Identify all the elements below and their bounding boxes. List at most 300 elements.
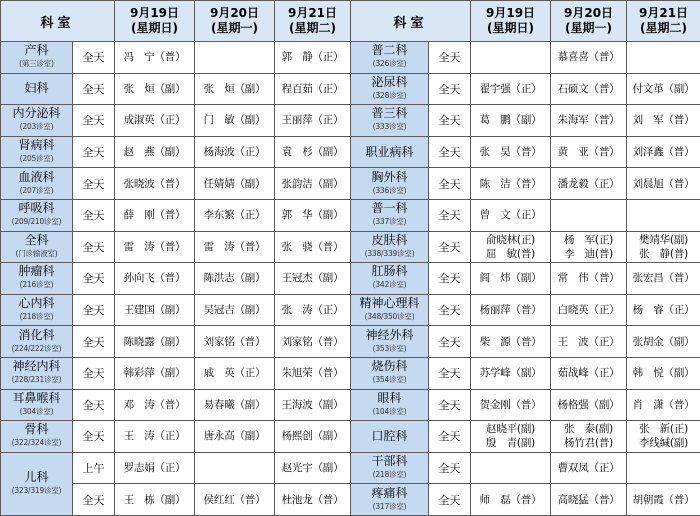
doctor-cell bbox=[551, 452, 627, 484]
doctor-name: 雷 涛（普） bbox=[115, 240, 194, 254]
dept-cell bbox=[1, 294, 73, 326]
doctor-cell bbox=[115, 357, 195, 389]
doctor-cell bbox=[275, 231, 351, 263]
doctor-cell bbox=[275, 73, 351, 105]
period-cell: 全天 bbox=[429, 484, 471, 516]
doctor-cell bbox=[471, 357, 551, 389]
dept-cell bbox=[1, 199, 73, 231]
doctor-cell bbox=[275, 389, 351, 421]
doctor-cell bbox=[551, 105, 627, 137]
dept-name: 产科 bbox=[1, 44, 72, 57]
dept-cell bbox=[1, 231, 73, 263]
dept-room: (224/222诊室) bbox=[1, 342, 72, 355]
date-header-day3-left: 9月21日 (星期二) bbox=[275, 1, 351, 42]
period-cell: 全天 bbox=[429, 452, 471, 484]
doctor-cell bbox=[115, 263, 195, 295]
doctor-cell bbox=[551, 421, 627, 453]
schedule-row bbox=[1, 484, 700, 516]
dept-name: 心内科 bbox=[1, 297, 72, 310]
doctor-cell bbox=[627, 168, 700, 200]
doctor-cell bbox=[627, 136, 700, 168]
schedule-row bbox=[1, 199, 700, 231]
dept-room: (353诊室) bbox=[351, 342, 428, 355]
doctor-cell bbox=[551, 136, 627, 168]
dept-name: 内分泌科 bbox=[1, 107, 72, 120]
schedule-row bbox=[1, 231, 700, 263]
period-cell: 全天 bbox=[73, 294, 115, 326]
doctor-cell bbox=[551, 263, 627, 295]
doctor-name: 张韵洁（副） bbox=[275, 177, 350, 191]
doctor-name: 屈 敏(普) bbox=[471, 247, 550, 261]
doctor-cell bbox=[195, 73, 275, 105]
dept-name: 骨科 bbox=[1, 423, 72, 436]
doctor-name: 戚 英（正） bbox=[195, 366, 274, 380]
dept-header-left: 科室 bbox=[1, 1, 115, 42]
dept-room: (328诊室) bbox=[351, 89, 428, 102]
date-header-day1-right: 9月19日 (星期日) bbox=[471, 1, 551, 42]
dept-name: 神经外科 bbox=[351, 329, 428, 342]
dept-room: (337诊室) bbox=[351, 215, 428, 228]
doctor-cell bbox=[275, 199, 351, 231]
period-cell: 全天 bbox=[73, 357, 115, 389]
period-cell: 全天 bbox=[73, 168, 115, 200]
dept-name: 职业病科 bbox=[351, 146, 428, 159]
period-cell: 全天 bbox=[429, 357, 471, 389]
dept-room: (207诊室) bbox=[1, 184, 72, 197]
doctor-cell bbox=[551, 294, 627, 326]
dept-name: 皮肤科 bbox=[351, 234, 428, 247]
dept-header-right: 科室 bbox=[351, 1, 471, 42]
dept-name: 全科 bbox=[1, 234, 72, 247]
doctor-cell bbox=[275, 263, 351, 295]
dept-name: 烧伤科 bbox=[351, 360, 428, 373]
doctor-name: 袁 杉（副） bbox=[275, 145, 350, 159]
doctor-cell bbox=[115, 231, 195, 263]
doctor-cell bbox=[195, 452, 275, 484]
doctor-cell bbox=[275, 484, 351, 516]
doctor-name: 茹战峰（正） bbox=[551, 366, 626, 380]
doctor-cell bbox=[471, 484, 551, 516]
date-header-day2-right: 9月20日 (星期一) bbox=[551, 1, 627, 42]
dept-room: (228/231诊室) bbox=[1, 373, 72, 386]
doctor-cell bbox=[115, 136, 195, 168]
doctor-cell bbox=[627, 263, 700, 295]
doctor-name: 樊靖华(副) bbox=[627, 233, 700, 247]
doctor-name: 朱旭荣（普） bbox=[275, 366, 350, 380]
doctor-name: 杨 睿（正） bbox=[627, 303, 700, 317]
dept-cell bbox=[351, 294, 429, 326]
doctor-name: 郭 静（正） bbox=[275, 50, 350, 64]
schedule-row bbox=[1, 294, 700, 326]
doctor-name: 肖 潇（普） bbox=[627, 398, 700, 412]
doctor-name: 张 泰(副) bbox=[551, 422, 626, 436]
period-cell: 全天 bbox=[73, 136, 115, 168]
schedule-row bbox=[1, 42, 700, 74]
period-cell: 全天 bbox=[73, 421, 115, 453]
doctor-name: 罗志娟（正） bbox=[115, 461, 194, 475]
period-cell: 全天 bbox=[73, 42, 115, 74]
doctor-name: 刘家铭（普） bbox=[195, 335, 274, 349]
doctor-cell bbox=[551, 231, 627, 263]
doctor-name: 俞晓林(正) bbox=[471, 233, 550, 247]
doctor-name: 张 静(普) bbox=[627, 247, 700, 261]
dept-cell bbox=[351, 484, 429, 516]
period-cell: 全天 bbox=[73, 105, 115, 137]
dept-cell bbox=[1, 263, 73, 295]
dept-cell bbox=[351, 42, 429, 74]
doctor-cell bbox=[627, 389, 700, 421]
dept-name: 精神心理科 bbox=[351, 297, 428, 310]
doctor-name: 贺金刚（普） bbox=[471, 398, 550, 412]
doctor-name: 孙向飞（普） bbox=[115, 271, 194, 285]
doctor-name: 王丽萍（正） bbox=[275, 113, 350, 127]
doctor-name: 赵光宇（副） bbox=[275, 461, 350, 475]
dept-room: (218诊室) bbox=[351, 468, 428, 481]
doctor-name: 杨 军(正) bbox=[551, 233, 626, 247]
doctor-cell bbox=[195, 105, 275, 137]
doctor-name: 陈 洁（普） bbox=[471, 177, 550, 191]
doctor-name: 韩彩萍（副） bbox=[115, 366, 194, 380]
dept-name: 普三科 bbox=[351, 107, 428, 120]
doctor-cell bbox=[115, 484, 195, 516]
doctor-cell bbox=[275, 294, 351, 326]
doctor-name: 李 迪(普) bbox=[551, 247, 626, 261]
dept-room: (门诊输液室) bbox=[1, 247, 72, 260]
doctor-name: 郭 华（副） bbox=[275, 208, 350, 222]
dept-cell bbox=[1, 421, 73, 453]
doctor-cell bbox=[195, 231, 275, 263]
doctor-cell bbox=[115, 73, 195, 105]
dept-cell bbox=[351, 73, 429, 105]
doctor-name: 邓 涛（普） bbox=[115, 398, 194, 412]
doctor-cell bbox=[195, 484, 275, 516]
doctor-name: 葛 鹏（副） bbox=[471, 113, 550, 127]
period-cell: 全天 bbox=[73, 326, 115, 358]
period-cell: 全天 bbox=[429, 263, 471, 295]
dept-name: 疼痛科 bbox=[351, 487, 428, 500]
doctor-name: 王冠杰（副） bbox=[275, 271, 350, 285]
doctor-cell bbox=[627, 105, 700, 137]
period-cell: 全天 bbox=[73, 484, 115, 516]
doctor-cell bbox=[627, 42, 700, 74]
date-header-day1-left: 9月19日 (星期日) bbox=[115, 1, 195, 42]
doctor-name: 杨竹君(普) bbox=[551, 436, 626, 450]
doctor-name: 王建国（副） bbox=[115, 303, 194, 317]
dept-room: (342诊室) bbox=[351, 278, 428, 291]
doctor-cell bbox=[195, 389, 275, 421]
doctor-name: 白晓英（正） bbox=[551, 303, 626, 317]
doctor-name: 王海波（副） bbox=[275, 398, 350, 412]
dept-room: (216诊室) bbox=[1, 278, 72, 291]
dept-name: 血液科 bbox=[1, 171, 72, 184]
schedule-row bbox=[1, 105, 700, 137]
dept-name: 口腔科 bbox=[351, 430, 428, 443]
dept-cell bbox=[1, 73, 73, 105]
doctor-name: 师 磊（普） bbox=[471, 493, 550, 507]
doctor-name: 张宏昌（普） bbox=[627, 271, 700, 285]
period-cell: 全天 bbox=[429, 42, 471, 74]
doctor-cell bbox=[471, 389, 551, 421]
doctor-name: 李线缄(副) bbox=[627, 436, 700, 450]
doctor-cell bbox=[627, 231, 700, 263]
schedule-row bbox=[1, 263, 700, 295]
doctor-name: 王 栋（副） bbox=[115, 493, 194, 507]
dept-name: 肛肠科 bbox=[351, 265, 428, 278]
doctor-cell bbox=[275, 452, 351, 484]
doctor-cell bbox=[627, 326, 700, 358]
schedule-row bbox=[1, 389, 700, 421]
dept-name: 肿瘤科 bbox=[1, 265, 72, 278]
dept-cell bbox=[1, 389, 73, 421]
doctor-name: 张胡金（副） bbox=[627, 335, 700, 349]
doctor-cell bbox=[551, 168, 627, 200]
dept-name: 呼吸科 bbox=[1, 202, 72, 215]
doctor-name: 成淑英（正） bbox=[115, 113, 194, 127]
dept-name: 神经内科 bbox=[1, 360, 72, 373]
doctor-name: 朱海军（普） bbox=[551, 113, 626, 127]
period-cell: 全天 bbox=[73, 231, 115, 263]
doctor-cell bbox=[551, 199, 627, 231]
dept-cell bbox=[351, 231, 429, 263]
doctor-cell bbox=[551, 326, 627, 358]
doctor-cell bbox=[471, 231, 551, 263]
doctor-name: 石硕文（普） bbox=[551, 82, 626, 96]
dept-cell bbox=[351, 105, 429, 137]
doctor-name: 王 波（正） bbox=[551, 335, 626, 349]
doctor-name: 胡朝霞（普） bbox=[627, 493, 700, 507]
doctor-name: 张 昊（普） bbox=[471, 145, 550, 159]
doctor-name: 翟宇强（正） bbox=[471, 82, 550, 96]
period-cell: 全天 bbox=[73, 263, 115, 295]
dept-name: 胸外科 bbox=[351, 171, 428, 184]
doctor-cell bbox=[551, 42, 627, 74]
dept-cell bbox=[1, 168, 73, 200]
dept-room: (354诊室) bbox=[351, 373, 428, 386]
doctor-name: 赵晓平(副) bbox=[471, 422, 550, 436]
period-cell: 上午 bbox=[73, 452, 115, 484]
dept-cell bbox=[351, 168, 429, 200]
doctor-cell bbox=[275, 105, 351, 137]
dept-cell bbox=[351, 263, 429, 295]
doctor-cell bbox=[195, 326, 275, 358]
dept-room: (326诊室) bbox=[351, 57, 428, 70]
doctor-cell bbox=[195, 136, 275, 168]
doctor-cell bbox=[627, 421, 700, 453]
doctor-name: 唐永高（副） bbox=[195, 429, 274, 443]
schedule-row bbox=[1, 168, 700, 200]
doctor-cell bbox=[471, 452, 551, 484]
doctor-name: 阎 炜（副） bbox=[471, 271, 550, 285]
doctor-cell bbox=[627, 452, 700, 484]
doctor-name: 杨海波（正） bbox=[195, 145, 274, 159]
doctor-cell bbox=[115, 199, 195, 231]
schedule-row bbox=[1, 421, 700, 453]
doctor-name: 慕喜喜（普） bbox=[551, 50, 626, 64]
dept-room: (348/350诊室) bbox=[351, 310, 428, 323]
doctor-name: 高晓猛（普） bbox=[551, 493, 626, 507]
dept-room: (104诊室) bbox=[351, 405, 428, 418]
doctor-cell bbox=[551, 73, 627, 105]
doctor-cell bbox=[275, 357, 351, 389]
dept-room: (322/324诊室) bbox=[1, 436, 72, 449]
period-cell: 全天 bbox=[73, 199, 115, 231]
doctor-name: 张 骁（普） bbox=[275, 240, 350, 254]
doctor-name: 韩 悦（副） bbox=[627, 366, 700, 380]
doctor-cell bbox=[471, 421, 551, 453]
doctor-name: 张 烜（副） bbox=[195, 82, 274, 96]
doctor-cell bbox=[471, 294, 551, 326]
dept-cell bbox=[351, 421, 429, 453]
doctor-cell bbox=[627, 199, 700, 231]
doctor-name: 陈晓露（副） bbox=[115, 335, 194, 349]
period-cell: 全天 bbox=[429, 294, 471, 326]
doctor-cell bbox=[195, 263, 275, 295]
dept-cell bbox=[351, 357, 429, 389]
dept-room: (218诊室) bbox=[1, 310, 72, 323]
schedule-row bbox=[1, 136, 700, 168]
doctor-cell bbox=[471, 42, 551, 74]
doctor-cell bbox=[471, 263, 551, 295]
doctor-cell bbox=[115, 421, 195, 453]
doctor-cell bbox=[471, 168, 551, 200]
doctor-name: 潘龙毅（正） bbox=[551, 177, 626, 191]
dept-room: (317诊室) bbox=[351, 500, 428, 513]
dept-room: (333诊室) bbox=[351, 120, 428, 133]
dept-name: 普二科 bbox=[351, 44, 428, 57]
doctor-name: 吴冠吉（副） bbox=[195, 303, 274, 317]
schedule-body bbox=[1, 42, 700, 516]
dept-cell bbox=[1, 357, 73, 389]
dept-name: 泌尿科 bbox=[351, 76, 428, 89]
doctor-cell bbox=[115, 294, 195, 326]
doctor-name: 苏学峰（副） bbox=[471, 366, 550, 380]
doctor-name: 付文革（副） bbox=[627, 82, 700, 96]
doctor-cell bbox=[627, 357, 700, 389]
date-header-day2-left: 9月20日 (星期一) bbox=[195, 1, 275, 42]
doctor-cell bbox=[471, 326, 551, 358]
period-cell: 全天 bbox=[429, 73, 471, 105]
doctor-name: 易春曦（副） bbox=[195, 398, 274, 412]
doctor-cell bbox=[471, 73, 551, 105]
schedule-row bbox=[1, 326, 700, 358]
doctor-name: 赵 燕（副） bbox=[115, 145, 194, 159]
doctor-name: 刘晨旭（普） bbox=[627, 177, 700, 191]
doctor-cell bbox=[275, 168, 351, 200]
period-cell: 全天 bbox=[73, 73, 115, 105]
doctor-cell bbox=[115, 168, 195, 200]
doctor-name: 陈洪志（副） bbox=[195, 271, 274, 285]
doctor-name: 任婧婧（副） bbox=[195, 177, 274, 191]
doctor-cell bbox=[195, 42, 275, 74]
doctor-name: 杜池龙（普） bbox=[275, 493, 350, 507]
dept-name: 耳鼻喉科 bbox=[1, 392, 72, 405]
period-cell: 全天 bbox=[429, 136, 471, 168]
dept-room: (209/210诊室) bbox=[1, 215, 72, 228]
doctor-name: 曹双凤（正） bbox=[551, 461, 626, 475]
doctor-name: 李东繁（正） bbox=[195, 208, 274, 222]
period-cell: 全天 bbox=[429, 389, 471, 421]
doctor-name: 刘家铭（普） bbox=[275, 335, 350, 349]
dept-room: (205诊室) bbox=[1, 152, 72, 165]
period-cell: 全天 bbox=[429, 421, 471, 453]
doctor-cell bbox=[115, 452, 195, 484]
header-row bbox=[1, 1, 700, 42]
doctor-cell bbox=[195, 168, 275, 200]
doctor-name: 殷 青(副) bbox=[471, 436, 550, 450]
doctor-name: 刘 军（普） bbox=[627, 113, 700, 127]
period-cell: 全天 bbox=[429, 199, 471, 231]
doctor-name: 杨格强（副） bbox=[551, 398, 626, 412]
dept-cell bbox=[351, 326, 429, 358]
doctor-cell bbox=[551, 389, 627, 421]
doctor-name: 冯 宁（普） bbox=[115, 50, 194, 64]
doctor-cell bbox=[471, 199, 551, 231]
dept-room: (203诊室) bbox=[1, 120, 72, 133]
schedule-row bbox=[1, 357, 700, 389]
dept-cell bbox=[1, 326, 73, 358]
dept-room: (第三诊室) bbox=[1, 57, 72, 70]
doctor-name: 王 涛（正） bbox=[115, 429, 194, 443]
dept-name: 儿科 bbox=[1, 471, 72, 484]
doctor-name: 刘泽鑫（普） bbox=[627, 145, 700, 159]
date-header-day3-right: 9月21日 (星期二) bbox=[627, 1, 700, 42]
doctor-cell bbox=[275, 421, 351, 453]
doctor-cell bbox=[275, 136, 351, 168]
doctor-cell bbox=[195, 357, 275, 389]
dept-cell bbox=[351, 452, 429, 484]
doctor-name: 张 新(正) bbox=[627, 422, 700, 436]
dept-name: 普一科 bbox=[351, 202, 428, 215]
dept-room: (336诊室) bbox=[351, 184, 428, 197]
doctor-name: 黄 亚（普） bbox=[551, 145, 626, 159]
dept-name: 妇科 bbox=[1, 82, 72, 95]
doctor-cell bbox=[195, 294, 275, 326]
dept-cell bbox=[1, 105, 73, 137]
dept-cell bbox=[351, 136, 429, 168]
dept-name: 眼科 bbox=[351, 392, 428, 405]
doctor-name: 张 烜（副） bbox=[115, 82, 194, 96]
dept-room: (304诊室) bbox=[1, 405, 72, 418]
doctor-cell bbox=[627, 294, 700, 326]
dept-name: 干部科 bbox=[351, 455, 428, 468]
schedule-row bbox=[1, 452, 700, 484]
doctor-name: 张晓波（普） bbox=[115, 177, 194, 191]
dept-room: (323/319诊室) bbox=[1, 484, 72, 497]
doctor-cell bbox=[275, 326, 351, 358]
dept-room: (338/339诊室) bbox=[351, 247, 428, 260]
doctor-name: 侯红红（普） bbox=[195, 493, 274, 507]
doctor-cell bbox=[627, 73, 700, 105]
doctor-name: 门 敏（副） bbox=[195, 113, 274, 127]
doctor-name: 杨丽萍（普） bbox=[471, 303, 550, 317]
doctor-name: 柴 源（普） bbox=[471, 335, 550, 349]
dept-cell bbox=[1, 452, 73, 515]
doctor-name: 杨熙创（副） bbox=[275, 429, 350, 443]
dept-name: 消化科 bbox=[1, 329, 72, 342]
doctor-cell bbox=[195, 199, 275, 231]
dept-cell bbox=[351, 389, 429, 421]
doctor-name: 薛 刚（普） bbox=[115, 208, 194, 222]
doctor-name: 雷 涛（普） bbox=[195, 240, 274, 254]
dept-cell bbox=[351, 199, 429, 231]
doctor-cell bbox=[115, 389, 195, 421]
doctor-cell bbox=[471, 136, 551, 168]
doctor-cell bbox=[551, 484, 627, 516]
doctor-name: 曾 文（正） bbox=[471, 208, 550, 222]
doctor-cell bbox=[627, 484, 700, 516]
dept-name: 肾病科 bbox=[1, 139, 72, 152]
doctor-cell bbox=[551, 357, 627, 389]
